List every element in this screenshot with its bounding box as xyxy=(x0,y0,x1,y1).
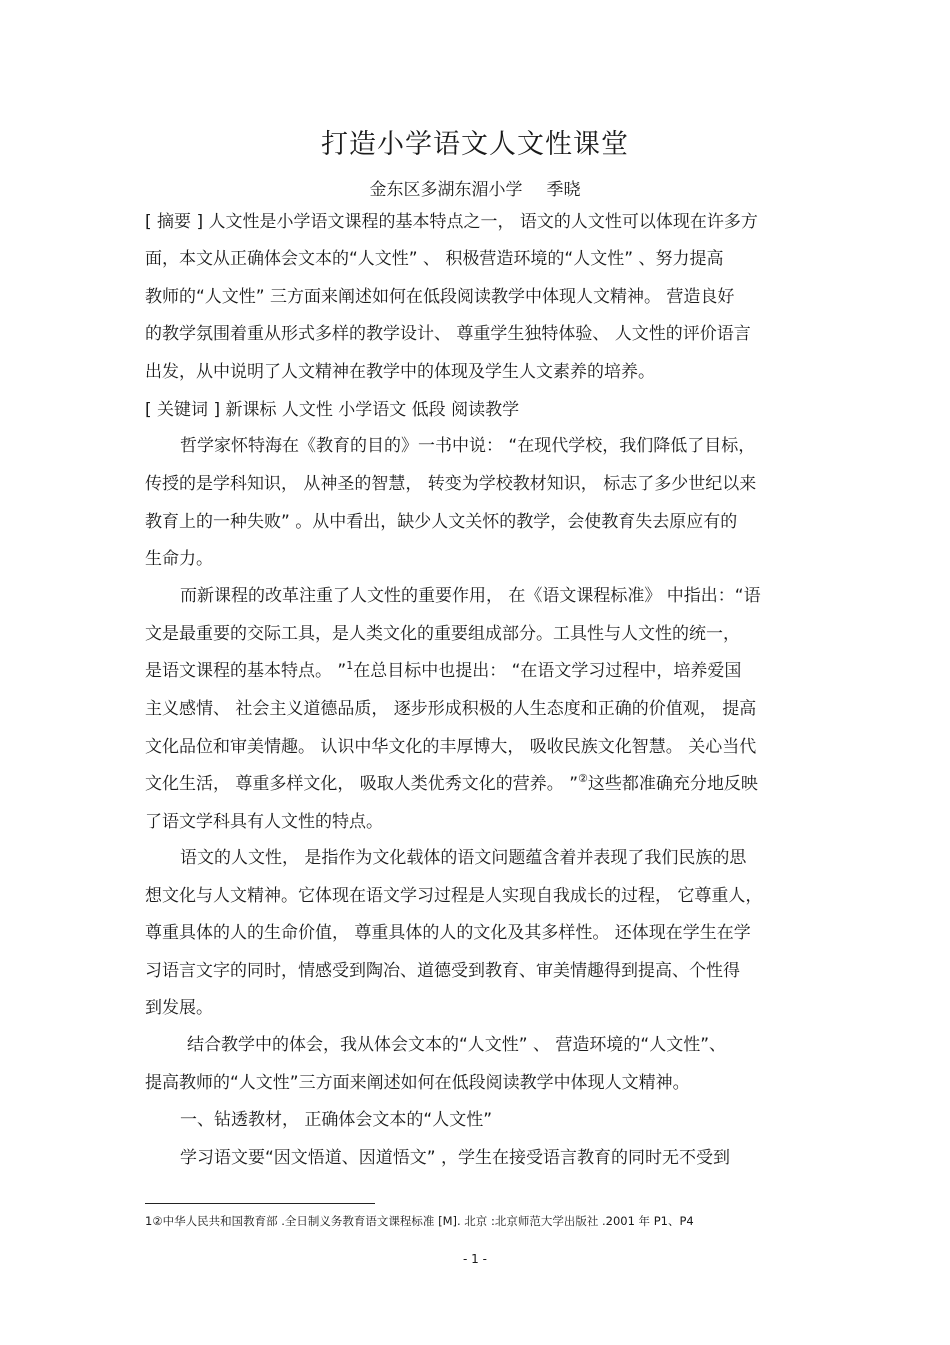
abstract-line-4: 的教学氛围着重从形式多样的教学设计、 尊重学生独特体验、 人文性的评价语言 xyxy=(145,324,751,344)
paragraph-line: 了语文学科具有人文性的特点。 xyxy=(145,812,383,832)
paragraph-text: 在总目标中也提出： “在语文学习过程中，培养爱国 xyxy=(353,661,742,681)
paragraph-line: 提高教师的“人文性”三方面来阐述如何在低段阅读教学中体现人文精神。 xyxy=(145,1073,690,1093)
page-number: - 1 - xyxy=(463,1252,487,1266)
paragraph-text: 文化生活， 尊重多样文化， 吸取人类优秀文化的营养。 ” xyxy=(145,774,579,794)
author-name: 季晓 xyxy=(546,180,581,200)
paragraph-line: 传授的是学科知识， 从神圣的智慧， 转变为学校教材知识， 标志了多少世纪以来 xyxy=(145,474,757,494)
paragraph-line: 习语言文字的同时，情感受到陶冶、道德受到教育、审美情趣得到提高、个性得 xyxy=(145,961,740,981)
author-line xyxy=(0,175,950,200)
footnote-ref-1: 1 xyxy=(346,659,354,672)
paragraph-line: 而新课程的改革注重了人文性的重要作用， 在《语文课程标准》 中指出：“语 xyxy=(180,586,761,606)
section-heading: 一、钻透教材， 正确体会文本的“人文性” xyxy=(180,1110,493,1130)
abstract-line-2: 面，本文从正确体会文本的“人文性” 、 积极营造环境的“人文性” 、努力提高 xyxy=(145,249,724,269)
footnote-ref-2: ② xyxy=(578,772,588,785)
paragraph-line: 文是最重要的交际工具，是人类文化的重要组成部分。工具性与人文性的统一， xyxy=(145,624,740,644)
document-title: 打造小学语文人文性课堂 xyxy=(321,129,629,160)
paragraph-text: 是语文课程的基本特点。 ” xyxy=(145,661,347,681)
paragraph-line: 结合教学中的体会，我从体会文本的“人文性” 、 营造环境的“人文性”、 xyxy=(187,1035,727,1055)
footnote-divider xyxy=(145,1203,375,1204)
abstract-line-1: [ 摘要 ] 人文性是小学语文课程的基本特点之一， 语文的人文性可以体现在许多方 xyxy=(145,212,758,232)
author-school: 金东区多湖东湄小学 xyxy=(369,180,523,200)
paragraph-line: 教育上的一种失败” 。从中看出，缺少人文关怀的教学，会使教育失去原应有的 xyxy=(145,512,738,532)
paragraph-line: 学习语文要“因文悟道、因道悟文” ，学生在接受语言教育的同时无不受到 xyxy=(180,1148,731,1168)
paragraph-line: 生命力。 xyxy=(145,549,213,569)
paragraph-text: 这些都准确充分地反映 xyxy=(587,774,758,794)
paragraph-line: 到发展。 xyxy=(145,998,213,1018)
paragraph-line: 尊重具体的人的生命价值， 尊重具体的人的文化及其多样性。 还体现在学生在学 xyxy=(145,923,751,943)
paragraph-line xyxy=(145,772,758,796)
keywords-line: [ 关键词 ] 新课标 人文性 小学语文 低段 阅读教学 xyxy=(145,400,520,420)
abstract-line-3: 教师的“人文性” 三方面来阐述如何在低段阅读教学中体现人文精神。 营造良好 xyxy=(145,287,735,307)
paragraph-line: 想文化与人文精神。它体现在语文学习过程是人实现自我成长的过程， 它尊重人， xyxy=(145,886,763,906)
paragraph-line xyxy=(145,659,741,683)
paragraph-line: 哲学家怀特海在《教育的目的》一书中说： “在现代学校，我们降低了目标， xyxy=(180,436,756,456)
footnote: 1②中华人民共和国教育部 .全日制义务教育语文课程标准 [M]. 北京 :北京师范大学出版社 .2001 年 P1、P4 xyxy=(145,1214,694,1228)
paragraph-line: 主义感情、 社会主义道德品质， 逐步形成积极的人生态度和正确的价值观， 提高 xyxy=(145,699,757,719)
paragraph-line: 语文的人文性， 是指作为文化载体的语文问题蕴含着并表现了我们民族的思 xyxy=(180,848,747,868)
paragraph-line: 文化品位和审美情趣。 认识中华文化的丰厚博大， 吸收民族文化智慧。 关心当代 xyxy=(145,737,757,757)
abstract-line-5: 出发，从中说明了人文精神在教学中的体现及学生人文素养的培养。 xyxy=(145,362,655,382)
